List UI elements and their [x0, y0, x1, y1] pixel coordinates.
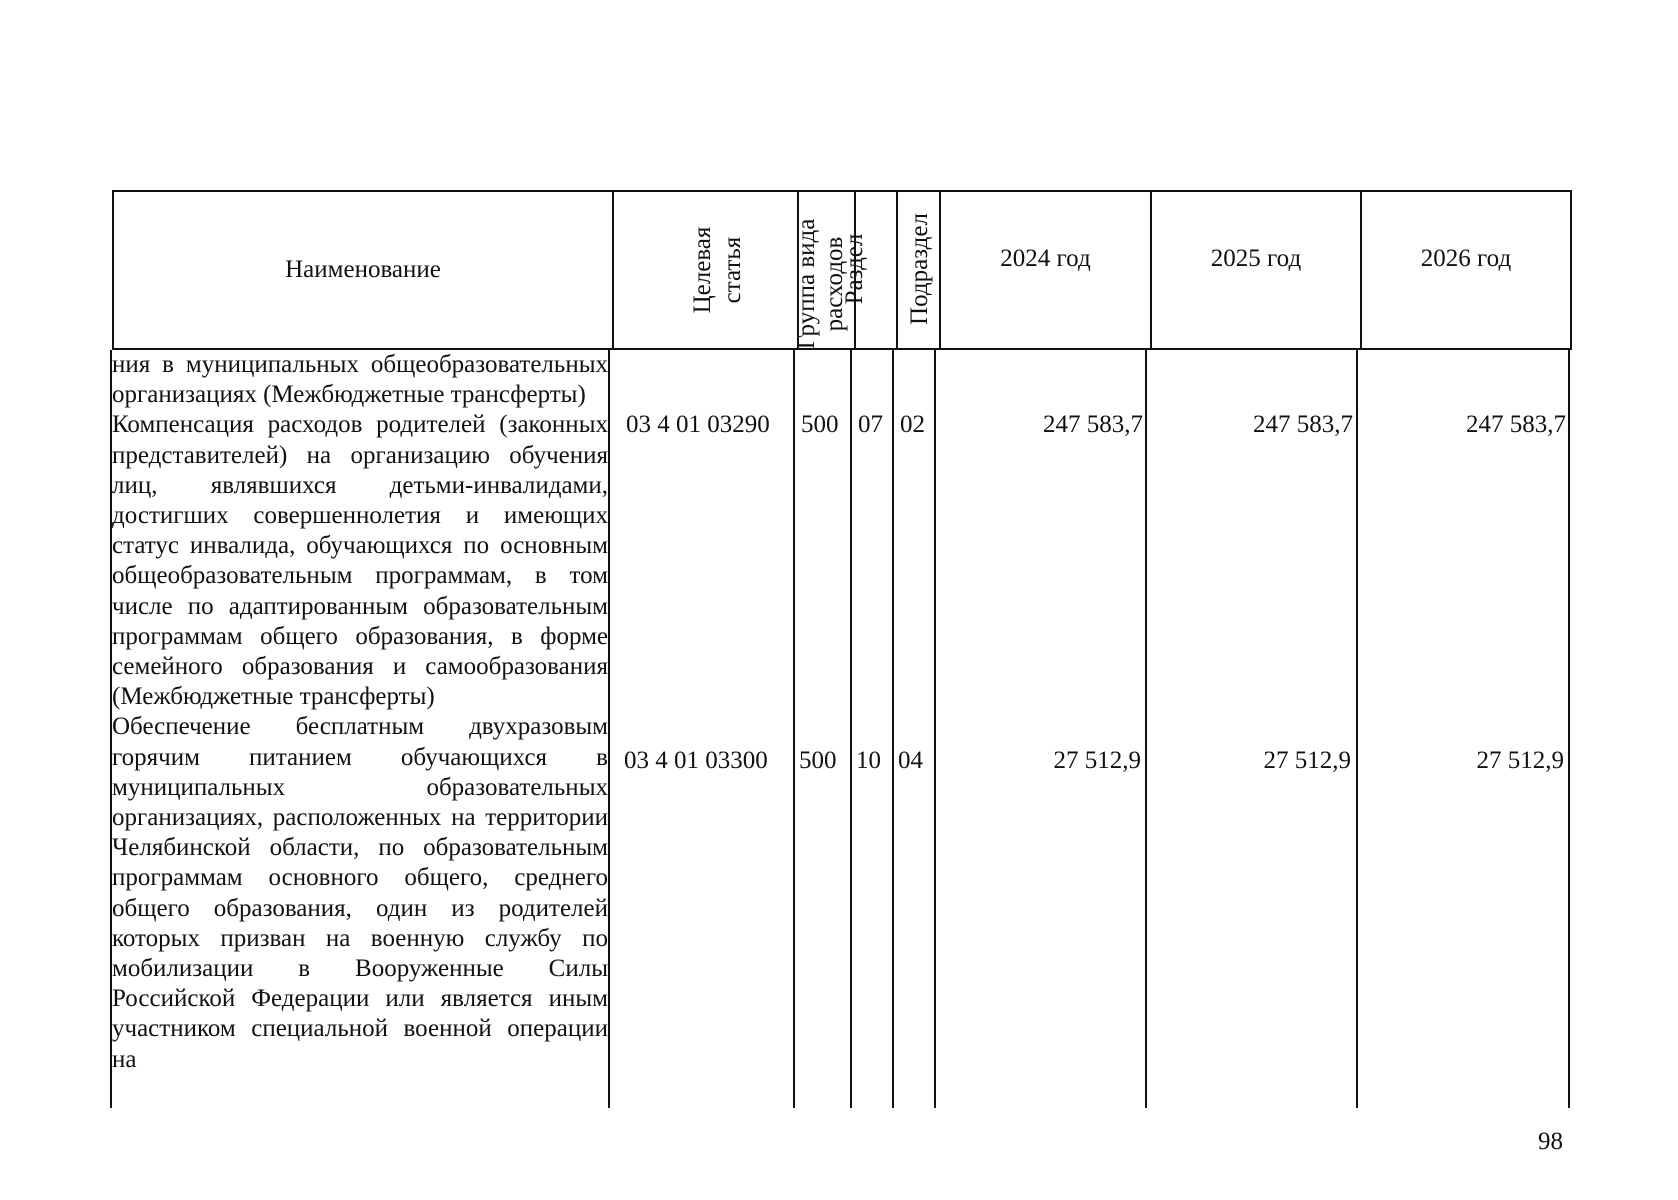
col-line-6-body: [1145, 350, 1147, 1108]
cell-2026: 247 583,7: [1466, 411, 1566, 438]
cell-subsection: 02: [900, 411, 925, 438]
col-line-right-body: [1568, 350, 1570, 1108]
cell-section: 07: [858, 411, 883, 438]
table-row-name: ния в муниципальных общеобразовательных организациях (Межбюджетные трансферты): [112, 351, 608, 409]
page-number: 98: [1538, 1128, 1563, 1155]
cell-2025: 247 583,7: [1253, 411, 1353, 438]
cell-target-article: 03 4 01 03290: [626, 411, 770, 438]
cell-subsection: 04: [898, 747, 923, 774]
header-expense-group-text: Группа вида расходов: [793, 218, 848, 350]
cell-2024: 247 583,7: [1043, 411, 1143, 438]
table-row-name: Обеспечение бесплатным двухразовым горячим питанием обучающихся в муниципальных образовательных организациях, расположенных на территории Челябинской области, по образовательным программам основного общего, среднего общего образования, один из родителей которых призван на военную службу по мобилизации в Вооруженные Силы Российской Федерации или является иным участником специальной военной операции на: [112, 713, 608, 1073]
col-line-1-body: [608, 350, 610, 1108]
table-row-name: Компенсация расходов родителей (законных представителей) на организацию обучения лиц, являвшихся детьми-инвалидами, достигших совершеннолетия и имеющих статус инвалида, обучающихся по основным общеобразовательным программам, в том числе по адаптированным образовательным программам общего образования, в форме семейного образования и самообразования (Межбюджетные трансферты): [112, 411, 608, 711]
cell-expense-group: 500: [799, 747, 837, 774]
cell-2025: 27 512,9: [1263, 747, 1351, 774]
col-line-4-body: [892, 350, 894, 1108]
header-target-article: [688, 190, 746, 350]
col-line-7-body: [1356, 350, 1358, 1108]
header-year-2025: 2025 год: [1210, 245, 1302, 272]
cell-2024: 27 512,9: [1053, 747, 1141, 774]
col-line-1: [612, 190, 614, 350]
header-subsection-text: Подраздел: [906, 213, 933, 325]
col-line-right: [1570, 190, 1572, 350]
header-target-article-text: Целевая статья: [689, 226, 746, 314]
header-subsection: [905, 204, 935, 334]
cell-target-article: 03 4 01 03300: [624, 747, 768, 774]
header-year-2026: 2026 год: [1420, 245, 1512, 272]
col-line-3-body: [850, 350, 852, 1108]
header-name: Наименование: [285, 256, 441, 283]
header-section: [840, 229, 870, 309]
col-line-4: [896, 190, 898, 350]
header-section-text: Раздел: [841, 233, 868, 305]
col-line-2-body: [793, 350, 795, 1108]
cell-expense-group: 500: [801, 411, 839, 438]
header-year-2024: 2024 год: [1000, 245, 1091, 272]
col-line-5-body: [934, 350, 936, 1108]
cell-2026: 27 512,9: [1476, 747, 1564, 774]
cell-section: 10: [856, 747, 881, 774]
table-row-names: [112, 350, 608, 1075]
